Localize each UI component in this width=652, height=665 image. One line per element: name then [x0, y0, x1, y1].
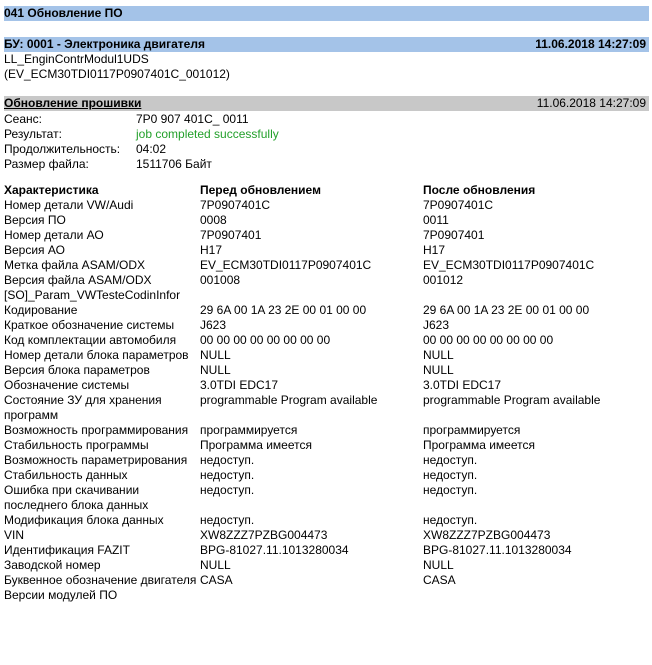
after-value-cell: недоступ.: [423, 468, 478, 482]
after-value-cell: 7P0907401C: [423, 198, 494, 212]
firmware-header: Обновление прошивки: [4, 96, 142, 110]
column-header-before: Перед обновлением: [200, 183, 321, 197]
table-row: [4, 363, 649, 378]
firmware-header-bar: [4, 96, 649, 111]
characteristic-cell: Обозначение системы: [4, 378, 130, 392]
characteristic-cell: VIN: [4, 528, 25, 542]
before-value-cell: недоступ.: [200, 513, 255, 527]
characteristic-cell: [SO]_Param_VWTesteCodinInfor: [4, 288, 181, 302]
characteristic-cell: Версия файла ASAM/ODX: [4, 273, 152, 287]
table-row: [4, 438, 649, 453]
after-value-cell: программируется: [423, 423, 521, 437]
characteristic-cell: Ошибка при скачивании последнего блока данных: [4, 483, 149, 512]
characteristic-cell: Модификация блока данных: [4, 513, 164, 527]
before-value-cell: CASA: [200, 573, 233, 587]
after-value-cell: недоступ.: [423, 483, 478, 497]
before-value-cell: недоступ.: [200, 468, 255, 482]
table-row: [4, 588, 649, 603]
characteristic-cell: Номер детали VW/Audi: [4, 198, 134, 212]
ecu-header-bar: [4, 37, 649, 52]
table-row: [4, 468, 649, 483]
table-row: [4, 453, 649, 468]
column-header-after: После обновления: [423, 183, 536, 197]
table-row: [4, 558, 649, 573]
after-value-cell: 00 00 00 00 00 00 00 00: [423, 333, 554, 347]
firmware-field-value: job completed successfully: [136, 127, 279, 141]
characteristic-cell: Номер детали блока параметров: [4, 348, 189, 362]
table-row: [4, 333, 649, 348]
before-value-cell: NULL: [200, 348, 231, 362]
after-value-cell: programmable Program available: [423, 393, 601, 407]
firmware-field-value: 04:02: [136, 142, 167, 156]
before-value-cell: недоступ.: [200, 453, 255, 467]
ecu-header: БУ: 0001 - Электроника двигателя: [4, 37, 205, 51]
before-value-cell: 001008: [200, 273, 241, 287]
firmware-field-label: Размер файла:: [4, 157, 89, 171]
characteristic-cell: Версия АО: [4, 243, 65, 257]
before-value-cell: H17: [200, 243, 223, 257]
before-value-cell: [200, 288, 423, 303]
characteristics-table: [4, 183, 649, 603]
table-row: [4, 258, 649, 273]
table-row: [4, 288, 649, 303]
characteristic-cell: Заводской номер: [4, 558, 101, 572]
after-value-cell: Программа имеется: [423, 438, 535, 452]
before-value-cell: BPG-81027.11.1013280034: [200, 543, 349, 557]
after-value-cell: XW8ZZZ7PZBG004473: [423, 528, 551, 542]
characteristic-cell: Стабильность программы: [4, 438, 149, 452]
table-row: [4, 528, 649, 543]
characteristic-cell: Краткое обозначение системы: [4, 318, 175, 332]
before-value-cell: EV_ECM30TDI0117P0907401C: [200, 258, 372, 272]
before-value-cell: programmable Program available: [200, 393, 378, 407]
before-value-cell: 29 6A 00 1A 23 2E 00 01 00 00: [200, 303, 367, 317]
before-value-cell: 3.0TDI EDC17: [200, 378, 279, 392]
characteristic-cell: Номер детали АО: [4, 228, 104, 242]
table-row: [4, 423, 649, 438]
before-value-cell: [200, 588, 423, 603]
report-title: 041 Обновление ПО: [4, 6, 123, 20]
after-value-cell: BPG-81027.11.1013280034: [423, 543, 572, 557]
after-value-cell: H17: [423, 243, 446, 257]
table-header-row: [4, 183, 649, 198]
characteristic-cell: Буквенное обозначение двигателя: [4, 573, 197, 587]
characteristic-cell: Состояние ЗУ для хранения программ: [4, 393, 162, 422]
table-row: [4, 318, 649, 333]
firmware-timestamp: 11.06.2018 14:27:09: [536, 96, 646, 110]
after-value-cell: 001012: [423, 273, 464, 287]
table-row: [4, 573, 649, 588]
before-value-cell: 7P0907401: [200, 228, 262, 242]
column-header-characteristic: Характеристика: [4, 183, 99, 197]
after-value-cell: недоступ.: [423, 453, 478, 467]
after-value-cell: NULL: [423, 363, 454, 377]
table-row: [4, 213, 649, 228]
table-row: [4, 543, 649, 558]
characteristic-cell: Метка файла ASAM/ODX: [4, 258, 146, 272]
firmware-field-value: 1511706 Байт: [136, 157, 212, 171]
characteristic-cell: Версия ПО: [4, 213, 66, 227]
after-value-cell: J623: [423, 318, 450, 332]
after-value-cell: 29 6A 00 1A 23 2E 00 01 00 00: [423, 303, 590, 317]
after-value-cell: NULL: [423, 558, 454, 572]
table-row: [4, 303, 649, 318]
ecu-module: LL_EnginContrModul1UDS: [4, 52, 149, 66]
firmware-field-value: 7P0 907 401C_ 0011: [136, 112, 249, 126]
before-value-cell: XW8ZZZ7PZBG004473: [200, 528, 328, 542]
characteristic-cell: Возможность программирования: [4, 423, 189, 437]
firmware-field-label: Результат:: [4, 127, 62, 141]
after-value-cell: 7P0907401: [423, 228, 485, 242]
characteristic-cell: Версии модулей ПО: [4, 588, 118, 602]
after-value-cell: недоступ.: [423, 513, 478, 527]
table-row: [4, 243, 649, 258]
after-value-cell: [423, 288, 649, 303]
characteristic-cell: Кодирование: [4, 303, 78, 317]
table-row: [4, 393, 649, 423]
firmware-field-label: Сеанс:: [4, 112, 42, 126]
table-row: [4, 513, 649, 528]
before-value-cell: 0008: [200, 213, 227, 227]
table-row: [4, 483, 649, 513]
after-value-cell: CASA: [423, 573, 456, 587]
ecu-file: (EV_ECM30TDI0117P0907401C_001012): [4, 67, 230, 81]
characteristic-cell: Код комплектации автомобиля: [4, 333, 177, 347]
characteristic-cell: Идентификация FAZIT: [4, 543, 130, 557]
table-row: [4, 273, 649, 288]
table-row: [4, 348, 649, 363]
table-row: [4, 378, 649, 393]
characteristic-cell: Стабильность данных: [4, 468, 128, 482]
characteristic-cell: Возможность параметрирования: [4, 453, 188, 467]
report-title-bar: [4, 6, 649, 21]
before-value-cell: NULL: [200, 558, 231, 572]
table-row: [4, 228, 649, 243]
after-value-cell: NULL: [423, 348, 454, 362]
after-value-cell: EV_ECM30TDI0117P0907401C: [423, 258, 595, 272]
after-value-cell: [423, 588, 649, 603]
after-value-cell: 0011: [423, 213, 449, 227]
before-value-cell: 7P0907401C: [200, 198, 271, 212]
before-value-cell: NULL: [200, 363, 231, 377]
before-value-cell: Программа имеется: [200, 438, 312, 452]
before-value-cell: 00 00 00 00 00 00 00 00: [200, 333, 331, 347]
before-value-cell: J623: [200, 318, 227, 332]
firmware-field-label: Продолжительность:: [4, 142, 121, 156]
before-value-cell: программируется: [200, 423, 298, 437]
table-row: [4, 198, 649, 213]
characteristic-cell: Версия блока параметров: [4, 363, 150, 377]
ecu-timestamp: 11.06.2018 14:27:09: [535, 37, 646, 51]
before-value-cell: недоступ.: [200, 483, 255, 497]
after-value-cell: 3.0TDI EDC17: [423, 378, 502, 392]
